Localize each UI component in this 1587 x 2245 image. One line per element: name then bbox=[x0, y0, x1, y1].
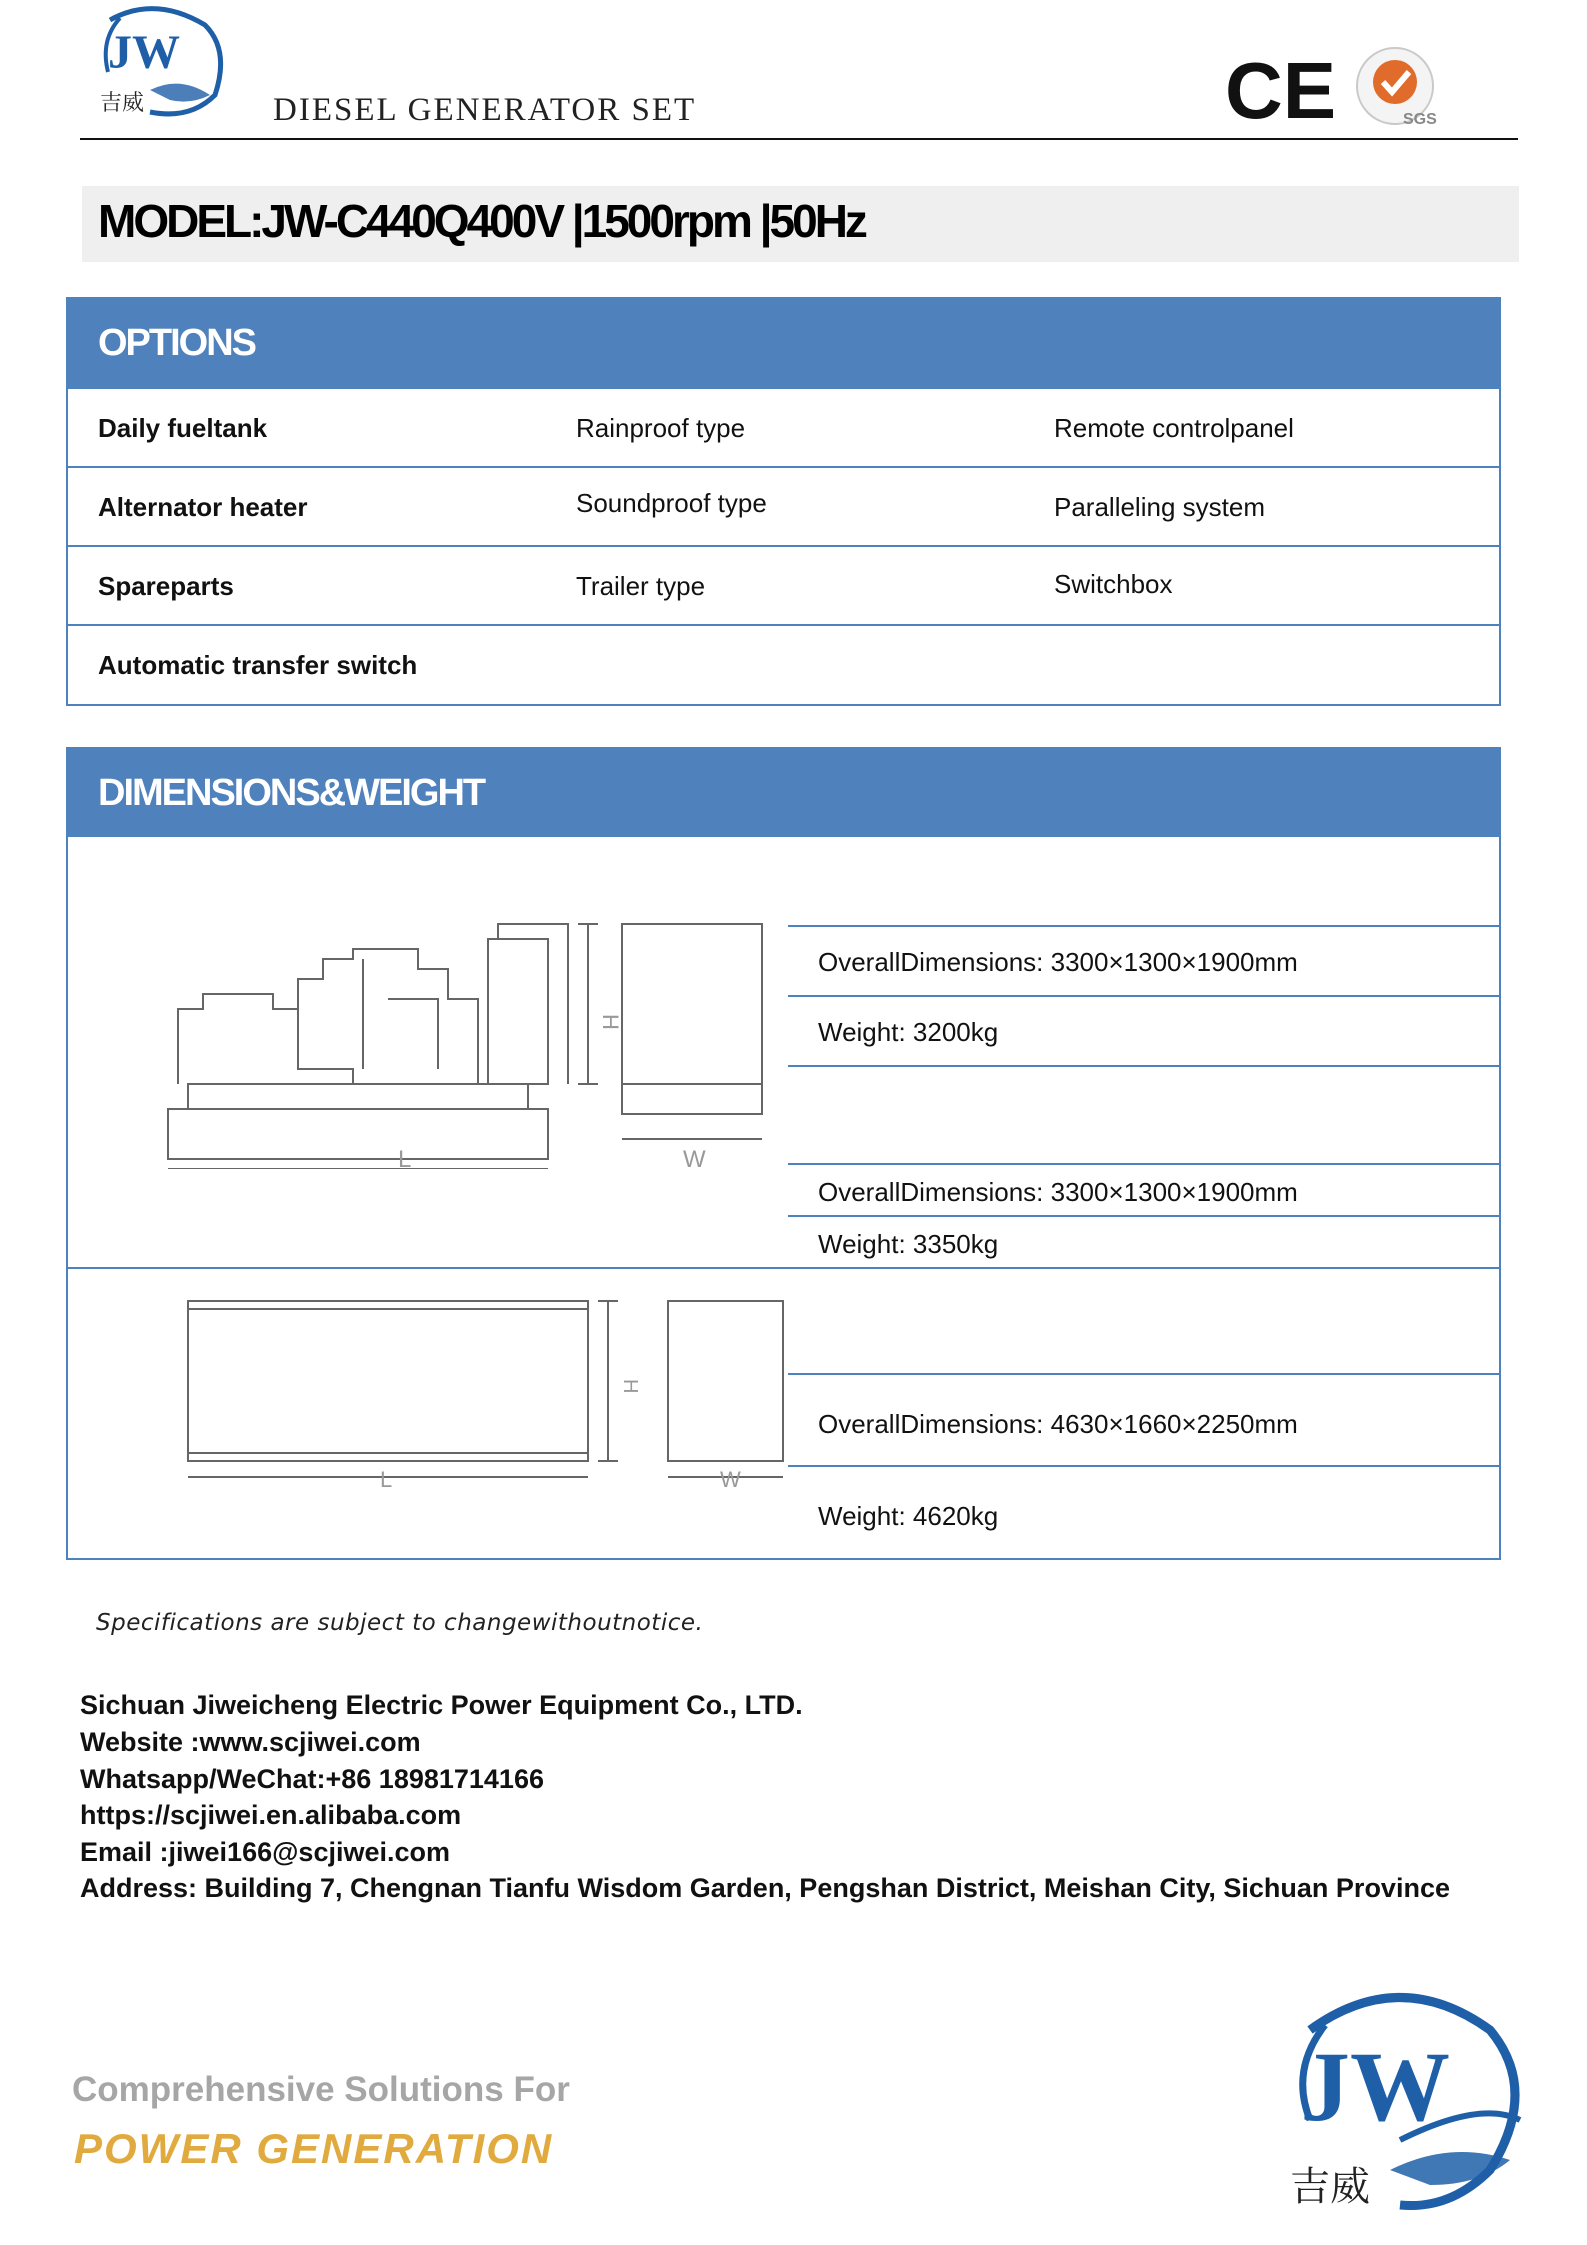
slogan-line-1: Comprehensive Solutions For bbox=[72, 2070, 570, 2109]
ce-mark-icon: CE bbox=[1225, 46, 1337, 134]
open-set-drawing bbox=[148, 899, 788, 1169]
header-divider bbox=[80, 138, 1518, 140]
option-item: Rainproof type bbox=[576, 413, 746, 443]
width-label: W bbox=[683, 1146, 706, 1169]
spec-divider bbox=[788, 995, 1499, 997]
options-row bbox=[68, 545, 1499, 624]
slogan-line-2: POWER GENERATION bbox=[74, 2125, 554, 2172]
logo-chinese: 吉威 bbox=[100, 91, 145, 116]
spec-divider bbox=[788, 1163, 1499, 1165]
height-label: H bbox=[619, 1379, 641, 1394]
width-label: W bbox=[720, 1467, 741, 1489]
weight: Weight: 4620kg bbox=[818, 1501, 999, 1531]
weight: Weight: 3200kg bbox=[818, 1017, 999, 1047]
certification-logos bbox=[1225, 38, 1445, 134]
option-item: Alternator heater bbox=[98, 492, 308, 522]
logo-letters: JW bbox=[1300, 2031, 1450, 2142]
spec-divider bbox=[788, 925, 1499, 927]
logo-letter-j: JW bbox=[108, 26, 180, 79]
sgs-label: SGS bbox=[1403, 111, 1437, 128]
overall-dimensions: OverallDimensions: 3300×1300×1900mm bbox=[818, 947, 1298, 977]
document-subtitle: DIESEL GENERATOR SET bbox=[273, 92, 697, 128]
option-item: Automatic transfer switch bbox=[98, 650, 418, 680]
options-section bbox=[66, 297, 1501, 706]
logo-chinese-large: 吉威 bbox=[1290, 2164, 1370, 2210]
address: Address: Building 7, Chengnan Tianfu Wisdom Garden, Pengshan District, Meishan City, Sichuan Province bbox=[80, 1873, 1450, 1903]
length-label: L bbox=[380, 1467, 393, 1489]
dimensions-heading: DIMENSIONS&WEIGHT bbox=[68, 749, 1499, 837]
company-name: Sichuan Jiweicheng Electric Power Equipment Co., LTD. bbox=[80, 1690, 803, 1720]
option-item: Trailer type bbox=[576, 571, 706, 601]
length-label: L bbox=[398, 1146, 412, 1169]
spec-divider bbox=[788, 1373, 1499, 1375]
alibaba-link[interactable]: https://scjiwei.en.alibaba.com bbox=[80, 1800, 462, 1830]
overall-dimensions: OverallDimensions: 4630×1660×2250mm bbox=[818, 1409, 1298, 1439]
option-item: Soundproof type bbox=[576, 488, 767, 518]
option-item: Switchbox bbox=[1054, 569, 1173, 599]
options-row bbox=[68, 466, 1499, 545]
option-item: Daily fueltank bbox=[98, 413, 268, 443]
disclaimer: Specifications are subject to changewithoutnotice. bbox=[96, 1610, 704, 1636]
dimensions-row-divider bbox=[68, 1267, 1499, 1269]
weight: Weight: 3350kg bbox=[818, 1229, 999, 1259]
spec-divider bbox=[788, 1065, 1499, 1067]
options-heading: OPTIONS bbox=[68, 299, 1499, 387]
option-item: Spareparts bbox=[98, 571, 234, 601]
whatsapp-wechat: Whatsapp/WeChat:+86 18981714166 bbox=[80, 1764, 544, 1794]
email[interactable]: Email :jiwei166@scjiwei.com bbox=[80, 1837, 450, 1867]
option-item: Remote controlpanel bbox=[1054, 413, 1294, 443]
overall-dimensions: OverallDimensions: 3300×1300×1900mm bbox=[818, 1177, 1298, 1207]
model-bar bbox=[82, 186, 1519, 262]
option-item: Paralleling system bbox=[1054, 492, 1265, 522]
company-logo-large bbox=[1250, 1970, 1550, 2220]
website[interactable]: Website :www.scjiwei.com bbox=[80, 1727, 421, 1757]
company-logo bbox=[80, 0, 238, 128]
options-row bbox=[68, 624, 1499, 703]
spec-divider bbox=[788, 1465, 1499, 1467]
options-row bbox=[68, 387, 1499, 466]
height-label: H bbox=[598, 1014, 623, 1030]
spec-divider bbox=[788, 1215, 1499, 1217]
dimensions-section bbox=[66, 747, 1501, 1560]
silent-set-drawing bbox=[108, 1289, 788, 1489]
model-title: MODEL:JW-C440Q400V |1500rpm |50Hz bbox=[98, 195, 865, 247]
sgs-badge-icon bbox=[1357, 48, 1437, 128]
